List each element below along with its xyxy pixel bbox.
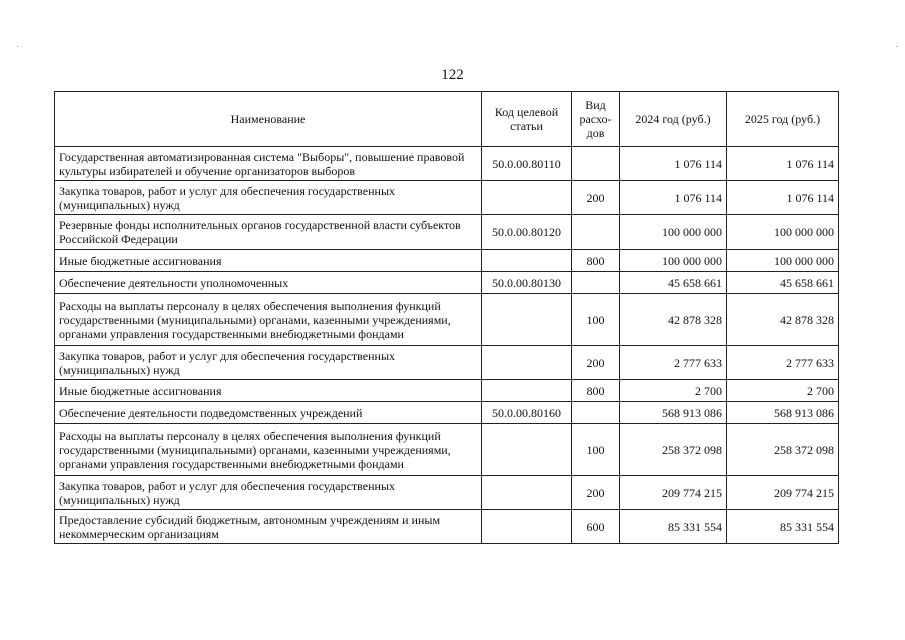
row-code-cell: 50.0.00.80160 bbox=[482, 402, 572, 424]
table-row bbox=[55, 402, 839, 424]
row-amount-2024-cell: 568 913 086 bbox=[620, 402, 727, 424]
row-amount-2025-cell: 42 878 328 bbox=[727, 294, 839, 346]
row-name-cell: Закупка товаров, работ и услуг для обеспечения государственных (муниципальных) нужд bbox=[55, 346, 482, 380]
table-header-row bbox=[55, 92, 839, 147]
table-row bbox=[55, 380, 839, 402]
header-2024: 2024 год (руб.) bbox=[620, 92, 727, 147]
row-code-cell bbox=[482, 294, 572, 346]
row-code-cell bbox=[482, 476, 572, 510]
scan-mark-left: · bbox=[16, 42, 20, 53]
row-name-cell: Иные бюджетные ассигнования bbox=[55, 380, 482, 402]
row-expense-type-cell: 100 bbox=[572, 424, 620, 476]
row-amount-2024-cell: 45 658 661 bbox=[620, 272, 727, 294]
header-2025: 2025 год (руб.) bbox=[727, 92, 839, 147]
row-amount-2025-cell: 209 774 215 bbox=[727, 476, 839, 510]
row-expense-type-cell bbox=[572, 272, 620, 294]
row-amount-2025-cell: 2 777 633 bbox=[727, 346, 839, 380]
row-name-cell: Расходы на выплаты персоналу в целях обеспечения выполнения функций государственными (муниципальными) органами, казенными учреждениями, органами управления государственными внебюджетными фондами bbox=[55, 424, 482, 476]
row-code-cell bbox=[482, 380, 572, 402]
table-body bbox=[55, 147, 839, 544]
row-expense-type-cell bbox=[572, 147, 620, 181]
row-name-cell: Предоставление субсидий бюджетным, автономным учреждениям и иным некоммерческим организациям bbox=[55, 510, 482, 544]
row-amount-2025-cell: 2 700 bbox=[727, 380, 839, 402]
row-amount-2024-cell: 100 000 000 bbox=[620, 215, 727, 250]
row-expense-type-cell: 800 bbox=[572, 250, 620, 272]
row-amount-2025-cell: 1 076 114 bbox=[727, 181, 839, 215]
table-row bbox=[55, 215, 839, 250]
table-row bbox=[55, 294, 839, 346]
row-amount-2024-cell: 100 000 000 bbox=[620, 250, 727, 272]
row-code-cell bbox=[482, 510, 572, 544]
row-amount-2025-cell: 100 000 000 bbox=[727, 215, 839, 250]
table-row bbox=[55, 346, 839, 380]
row-expense-type-cell: 600 bbox=[572, 510, 620, 544]
page-number: 122 bbox=[441, 67, 464, 83]
scan-mark-right: · bbox=[895, 42, 899, 53]
row-amount-2024-cell: 42 878 328 bbox=[620, 294, 727, 346]
row-amount-2025-cell: 45 658 661 bbox=[727, 272, 839, 294]
table-row bbox=[55, 181, 839, 215]
table-row bbox=[55, 147, 839, 181]
row-expense-type-cell: 100 bbox=[572, 294, 620, 346]
table-row bbox=[55, 424, 839, 476]
row-amount-2025-cell: 258 372 098 bbox=[727, 424, 839, 476]
row-name-cell: Обеспечение деятельности уполномоченных bbox=[55, 272, 482, 294]
row-code-cell: 50.0.00.80120 bbox=[482, 215, 572, 250]
budget-table bbox=[54, 91, 839, 544]
row-code-cell bbox=[482, 424, 572, 476]
row-expense-type-cell: 200 bbox=[572, 181, 620, 215]
row-amount-2025-cell: 85 331 554 bbox=[727, 510, 839, 544]
row-amount-2024-cell: 209 774 215 bbox=[620, 476, 727, 510]
row-name-cell: Резервные фонды исполнительных органов государственной власти субъектов Российской Федерации bbox=[55, 215, 482, 250]
row-amount-2024-cell: 85 331 554 bbox=[620, 510, 727, 544]
header-name: Наименование bbox=[55, 92, 482, 147]
row-amount-2024-cell: 2 700 bbox=[620, 380, 727, 402]
row-expense-type-cell: 200 bbox=[572, 346, 620, 380]
row-expense-type-cell: 200 bbox=[572, 476, 620, 510]
row-code-cell bbox=[482, 250, 572, 272]
row-code-cell bbox=[482, 181, 572, 215]
row-name-cell: Расходы на выплаты персоналу в целях обеспечения выполнения функций государственными (муниципальными) органами, казенными учреждениями, органами управления государственными внебюджетными фондами bbox=[55, 294, 482, 346]
row-code-cell bbox=[482, 346, 572, 380]
row-amount-2024-cell: 2 777 633 bbox=[620, 346, 727, 380]
header-code: Код целевой статьи bbox=[482, 92, 572, 147]
row-name-cell: Обеспечение деятельности подведомственных учреждений bbox=[55, 402, 482, 424]
table-row bbox=[55, 510, 839, 544]
row-expense-type-cell: 800 bbox=[572, 380, 620, 402]
row-code-cell: 50.0.00.80110 bbox=[482, 147, 572, 181]
row-amount-2025-cell: 1 076 114 bbox=[727, 147, 839, 181]
row-amount-2025-cell: 568 913 086 bbox=[727, 402, 839, 424]
row-name-cell: Закупка товаров, работ и услуг для обеспечения государственных (муниципальных) нужд bbox=[55, 181, 482, 215]
row-code-cell: 50.0.00.80130 bbox=[482, 272, 572, 294]
row-amount-2024-cell: 258 372 098 bbox=[620, 424, 727, 476]
row-amount-2024-cell: 1 076 114 bbox=[620, 181, 727, 215]
row-expense-type-cell bbox=[572, 215, 620, 250]
row-amount-2025-cell: 100 000 000 bbox=[727, 250, 839, 272]
row-amount-2024-cell: 1 076 114 bbox=[620, 147, 727, 181]
table-row bbox=[55, 476, 839, 510]
row-expense-type-cell bbox=[572, 402, 620, 424]
row-name-cell: Государственная автоматизированная система "Выборы", повышение правовой культуры избирателей и обучение организаторов выборов bbox=[55, 147, 482, 181]
header-expense-type: Вид расхо-дов bbox=[572, 92, 620, 147]
table-row bbox=[55, 250, 839, 272]
row-name-cell: Закупка товаров, работ и услуг для обеспечения государственных (муниципальных) нужд bbox=[55, 476, 482, 510]
row-name-cell: Иные бюджетные ассигнования bbox=[55, 250, 482, 272]
table-row bbox=[55, 272, 839, 294]
